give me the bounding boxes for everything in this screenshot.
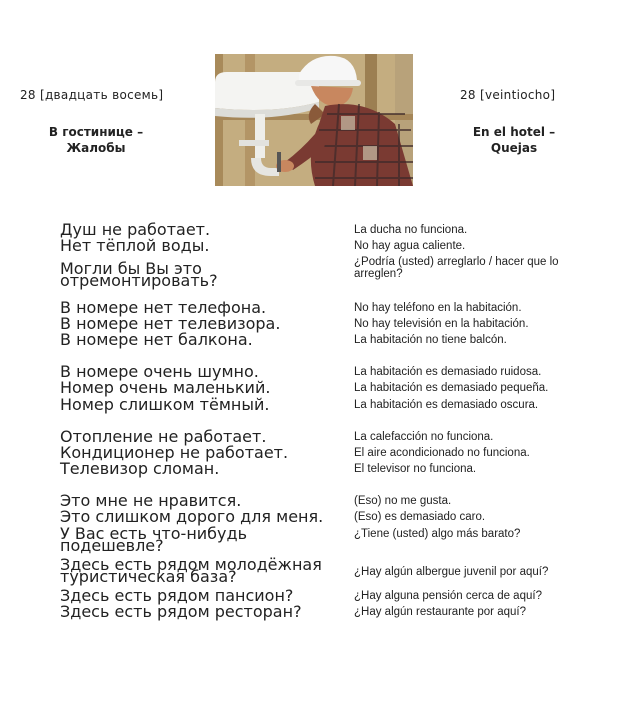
phrase-spanish: No hay agua caliente. — [354, 240, 466, 252]
phrase-russian: Это слишком дорого для меня. — [60, 507, 324, 526]
phrase-spanish: No hay teléfono en la habitación. — [354, 302, 522, 314]
phrase-spanish: (Eso) no me gusta. — [354, 495, 452, 507]
phrase-spanish: ¿Hay alguna pensión cerca de aquí? — [354, 590, 542, 602]
phrase-russian: В номере нет телефона. — [60, 298, 267, 317]
phrase-russian: Здесь есть рядом пансион? — [60, 586, 294, 605]
phrase-spanish: La calefacción no funciona. — [354, 431, 494, 443]
phrase-spanish: La habitación es demasiado ruidosa. — [354, 366, 542, 378]
phrase-russian: Номер очень маленький. — [60, 378, 271, 397]
lesson-title-spanish-line2: Quejas — [490, 141, 538, 155]
phrase-spanish: ¿Tiene (usted) algo más barato? — [354, 528, 521, 540]
phrase-spanish: ¿Hay algún albergue juvenil por aquí? — [354, 566, 549, 578]
phrase-spanish: ¿Hay algún restaurante por aquí? — [354, 606, 526, 618]
phrase-russian: Здесь есть рядом молодёжная туристическая база? — [60, 555, 322, 586]
lesson-title-spanish — [446, 124, 582, 156]
phrase-russian: В номере нет балкона. — [60, 330, 253, 349]
phrase-russian: Нет тёплой воды. — [60, 236, 210, 255]
phrase-spanish: La ducha no funciona. — [354, 224, 468, 236]
phrase-russian: Могли бы Вы это отремонтировать? — [60, 259, 218, 290]
lesson-number-spanish: 28 [veintiocho] — [460, 88, 556, 102]
lesson-title-russian-line1: В гостинице – — [48, 125, 144, 139]
phrase-russian: У Вас есть что-нибудь подешевле? — [60, 524, 247, 555]
phrase-russian: Здесь есть рядом ресторан? — [60, 602, 302, 621]
lesson-number-russian: 28 [двадцать восемь] — [20, 88, 164, 102]
phrase-russian: Отопление не работает. — [60, 427, 267, 446]
phrase-spanish: El aire acondicionado no funciona. — [354, 447, 530, 459]
phrase-spanish: El televisor no funciona. — [354, 463, 477, 475]
phrase-spanish: ¿Podría (usted) arreglarlo / hacer que lo arreglen? — [354, 256, 559, 280]
phrase-russian: Это мне не нравится. — [60, 491, 242, 510]
lesson-title-russian-line2: Жалобы — [66, 141, 126, 155]
phrase-russian: Номер слишком тёмный. — [60, 395, 270, 414]
lesson-title-spanish-line1: En el hotel – — [472, 125, 556, 139]
phrase-russian: Душ не работает. — [60, 220, 211, 239]
phrase-spanish: No hay televisión en la habitación. — [354, 318, 529, 330]
phrase-russian: В номере нет телевизора. — [60, 314, 281, 333]
plumber-photo — [215, 54, 413, 186]
phrase-spanish: La habitación es demasiado pequeña. — [354, 382, 549, 394]
phrase-spanish: La habitación es demasiado oscura. — [354, 399, 539, 411]
phrase-russian: Телевизор сломан. — [60, 459, 220, 478]
lesson-title-russian — [36, 124, 156, 156]
phrase-russian: Кондиционер не работает. — [60, 443, 289, 462]
phrase-spanish: La habitación no tiene balcón. — [354, 334, 507, 346]
phrase-spanish: (Eso) es demasiado caro. — [354, 511, 486, 523]
phrase-russian: В номере очень шумно. — [60, 362, 259, 381]
